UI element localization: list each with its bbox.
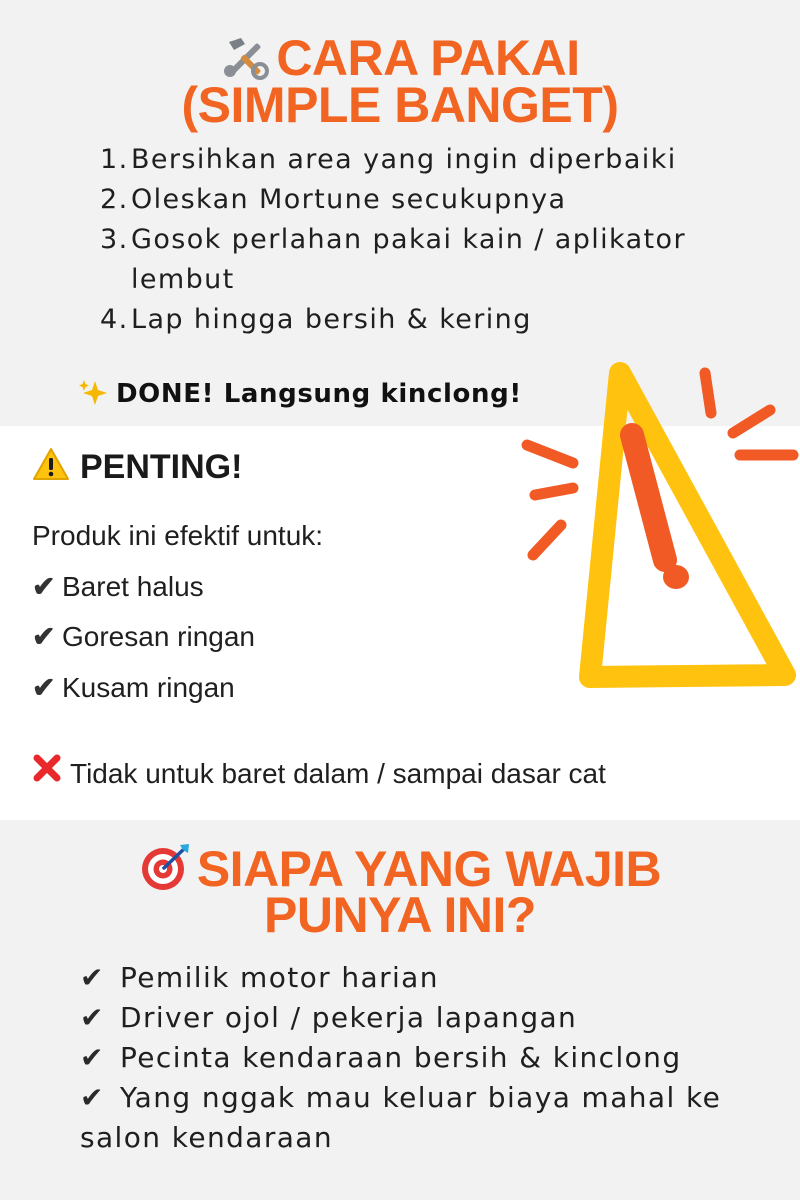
- check-icon: ✔: [80, 1041, 105, 1074]
- step-number: 2.: [100, 184, 129, 215]
- cross-mark-icon: [32, 753, 70, 790]
- check-icon: ✔: [80, 1081, 105, 1114]
- check-icon: ✔: [32, 672, 56, 703]
- check-icon: ✔: [32, 571, 56, 602]
- important-title-text: PENTING!: [80, 448, 243, 486]
- check-icon: ✔: [32, 621, 56, 652]
- exclude-line: [32, 753, 606, 790]
- how-to-steps: [100, 140, 760, 340]
- important-title: [32, 447, 242, 490]
- important-intro: Produk ini efektif untuk:: [32, 520, 324, 551]
- list-item: [32, 620, 255, 653]
- audience-title-line1: SIAPA YANG WAJIB: [196, 841, 662, 897]
- exclude-text: Tidak untuk baret dalam / sampai dasar cat: [70, 758, 606, 789]
- warning-triangle-illustration: [515, 355, 800, 695]
- audience-list: [80, 958, 760, 1158]
- list-item: [100, 300, 760, 340]
- list-item: [80, 1038, 760, 1078]
- warning-icon: [32, 447, 70, 490]
- list-item: [80, 998, 760, 1038]
- step-number: 4.: [100, 304, 129, 335]
- audience-item: Pemilik motor harian: [120, 961, 439, 994]
- step-text: Bersihkan area yang ingin diperbaiki: [131, 144, 677, 175]
- check-icon: ✔: [80, 961, 105, 994]
- audience-item: Pecinta kendaraan bersih & kinclong: [120, 1041, 682, 1074]
- step-text: Lap hingga bersih & kering: [131, 304, 532, 335]
- step-text: Oleskan Mortune secukupnya: [131, 184, 567, 215]
- how-to-title-line2: (SIMPLE BANGET): [181, 77, 619, 133]
- effective-item: Baret halus: [62, 571, 204, 602]
- check-icon: ✔: [80, 1001, 105, 1034]
- list-item: [100, 180, 760, 220]
- done-line: [78, 378, 522, 415]
- list-item: [32, 570, 204, 603]
- list-item: [32, 671, 235, 704]
- done-text: DONE! Langsung kinclong!: [116, 379, 522, 409]
- step-text: Gosok perlahan pakai kain / aplikator lembut: [131, 224, 686, 295]
- sparkles-icon: [78, 378, 108, 415]
- effective-item: Kusam ringan: [62, 672, 235, 703]
- how-to-title-line1: CARA PAKAI: [276, 30, 580, 86]
- audience-item: Yang nggak mau keluar biaya mahal ke salon kendaraan: [80, 1081, 722, 1154]
- effective-item: Goresan ringan: [62, 621, 256, 652]
- step-number: 1.: [100, 144, 129, 175]
- audience-title-line2: PUNYA INI?: [264, 887, 536, 943]
- list-item: [80, 1078, 760, 1158]
- list-item: [80, 958, 760, 998]
- step-number: 3.: [100, 224, 129, 255]
- audience-item: Driver ojol / pekerja lapangan: [120, 1001, 578, 1034]
- list-item: [100, 140, 760, 180]
- list-item: [100, 220, 760, 300]
